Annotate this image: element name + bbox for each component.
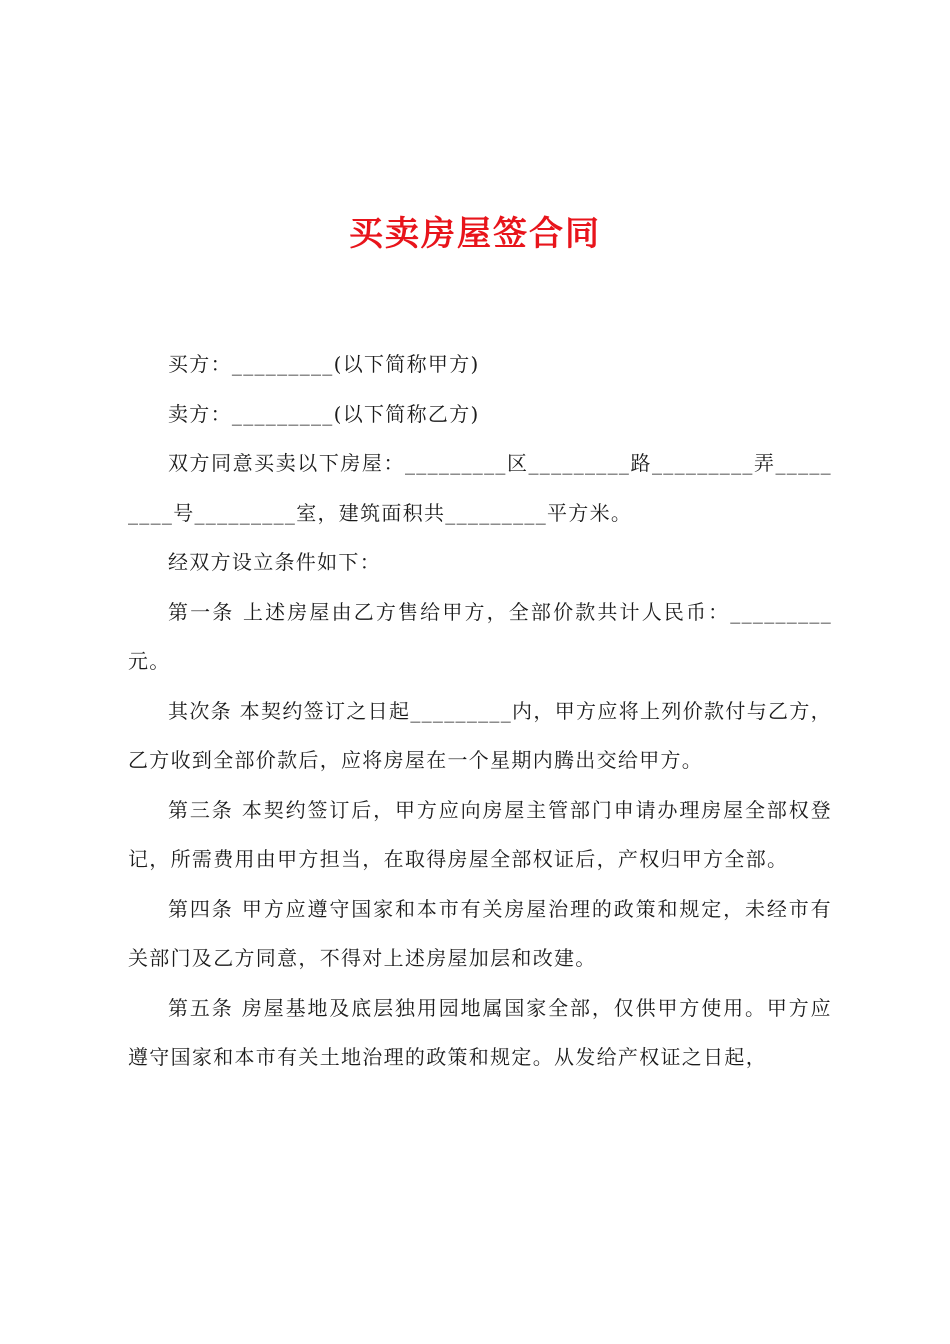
- article-4: 第四条 甲方应遵守国家和本市有关房屋治理的政策和规定，未经市有关部门及乙方同意，不得对上述房屋加层和改建。: [128, 896, 832, 970]
- property-address-paragraph: 双方同意买卖以下房屋：_________区_________路_________弄_________号_________室，建筑面积共_________平方米。: [128, 451, 832, 525]
- article-1: 第一条 上述房屋由乙方售给甲方，全部价款共计人民币：_________元。: [128, 599, 832, 673]
- seller-line: 卖方：_________(以下简称乙方): [168, 401, 480, 426]
- document-title: 买卖房屋签合同: [349, 214, 601, 254]
- article-2: 其次条 本契约签订之日起_________内，甲方应将上列价款付与乙方，乙方收到全部价款后，应将房屋在一个星期内腾出交给甲方。: [128, 698, 832, 772]
- buyer-line: 买方：_________(以下简称甲方): [168, 352, 480, 376]
- conditions-intro: 经双方设立条件如下：: [168, 550, 381, 574]
- document-body: [128, 340, 832, 1083]
- article-5: 第五条 房屋基地及底层独用园地属国家全部，仅供甲方使用。甲方应遵守国家和本市有关土地治理的政策和规定。从发给产权证之日起，: [128, 995, 832, 1069]
- article-3: 第三条 本契约签订后，甲方应向房屋主管部门申请办理房屋全部权登记，所需费用由甲方担当，在取得房屋全部权证后，产权归甲方全部。: [128, 797, 832, 871]
